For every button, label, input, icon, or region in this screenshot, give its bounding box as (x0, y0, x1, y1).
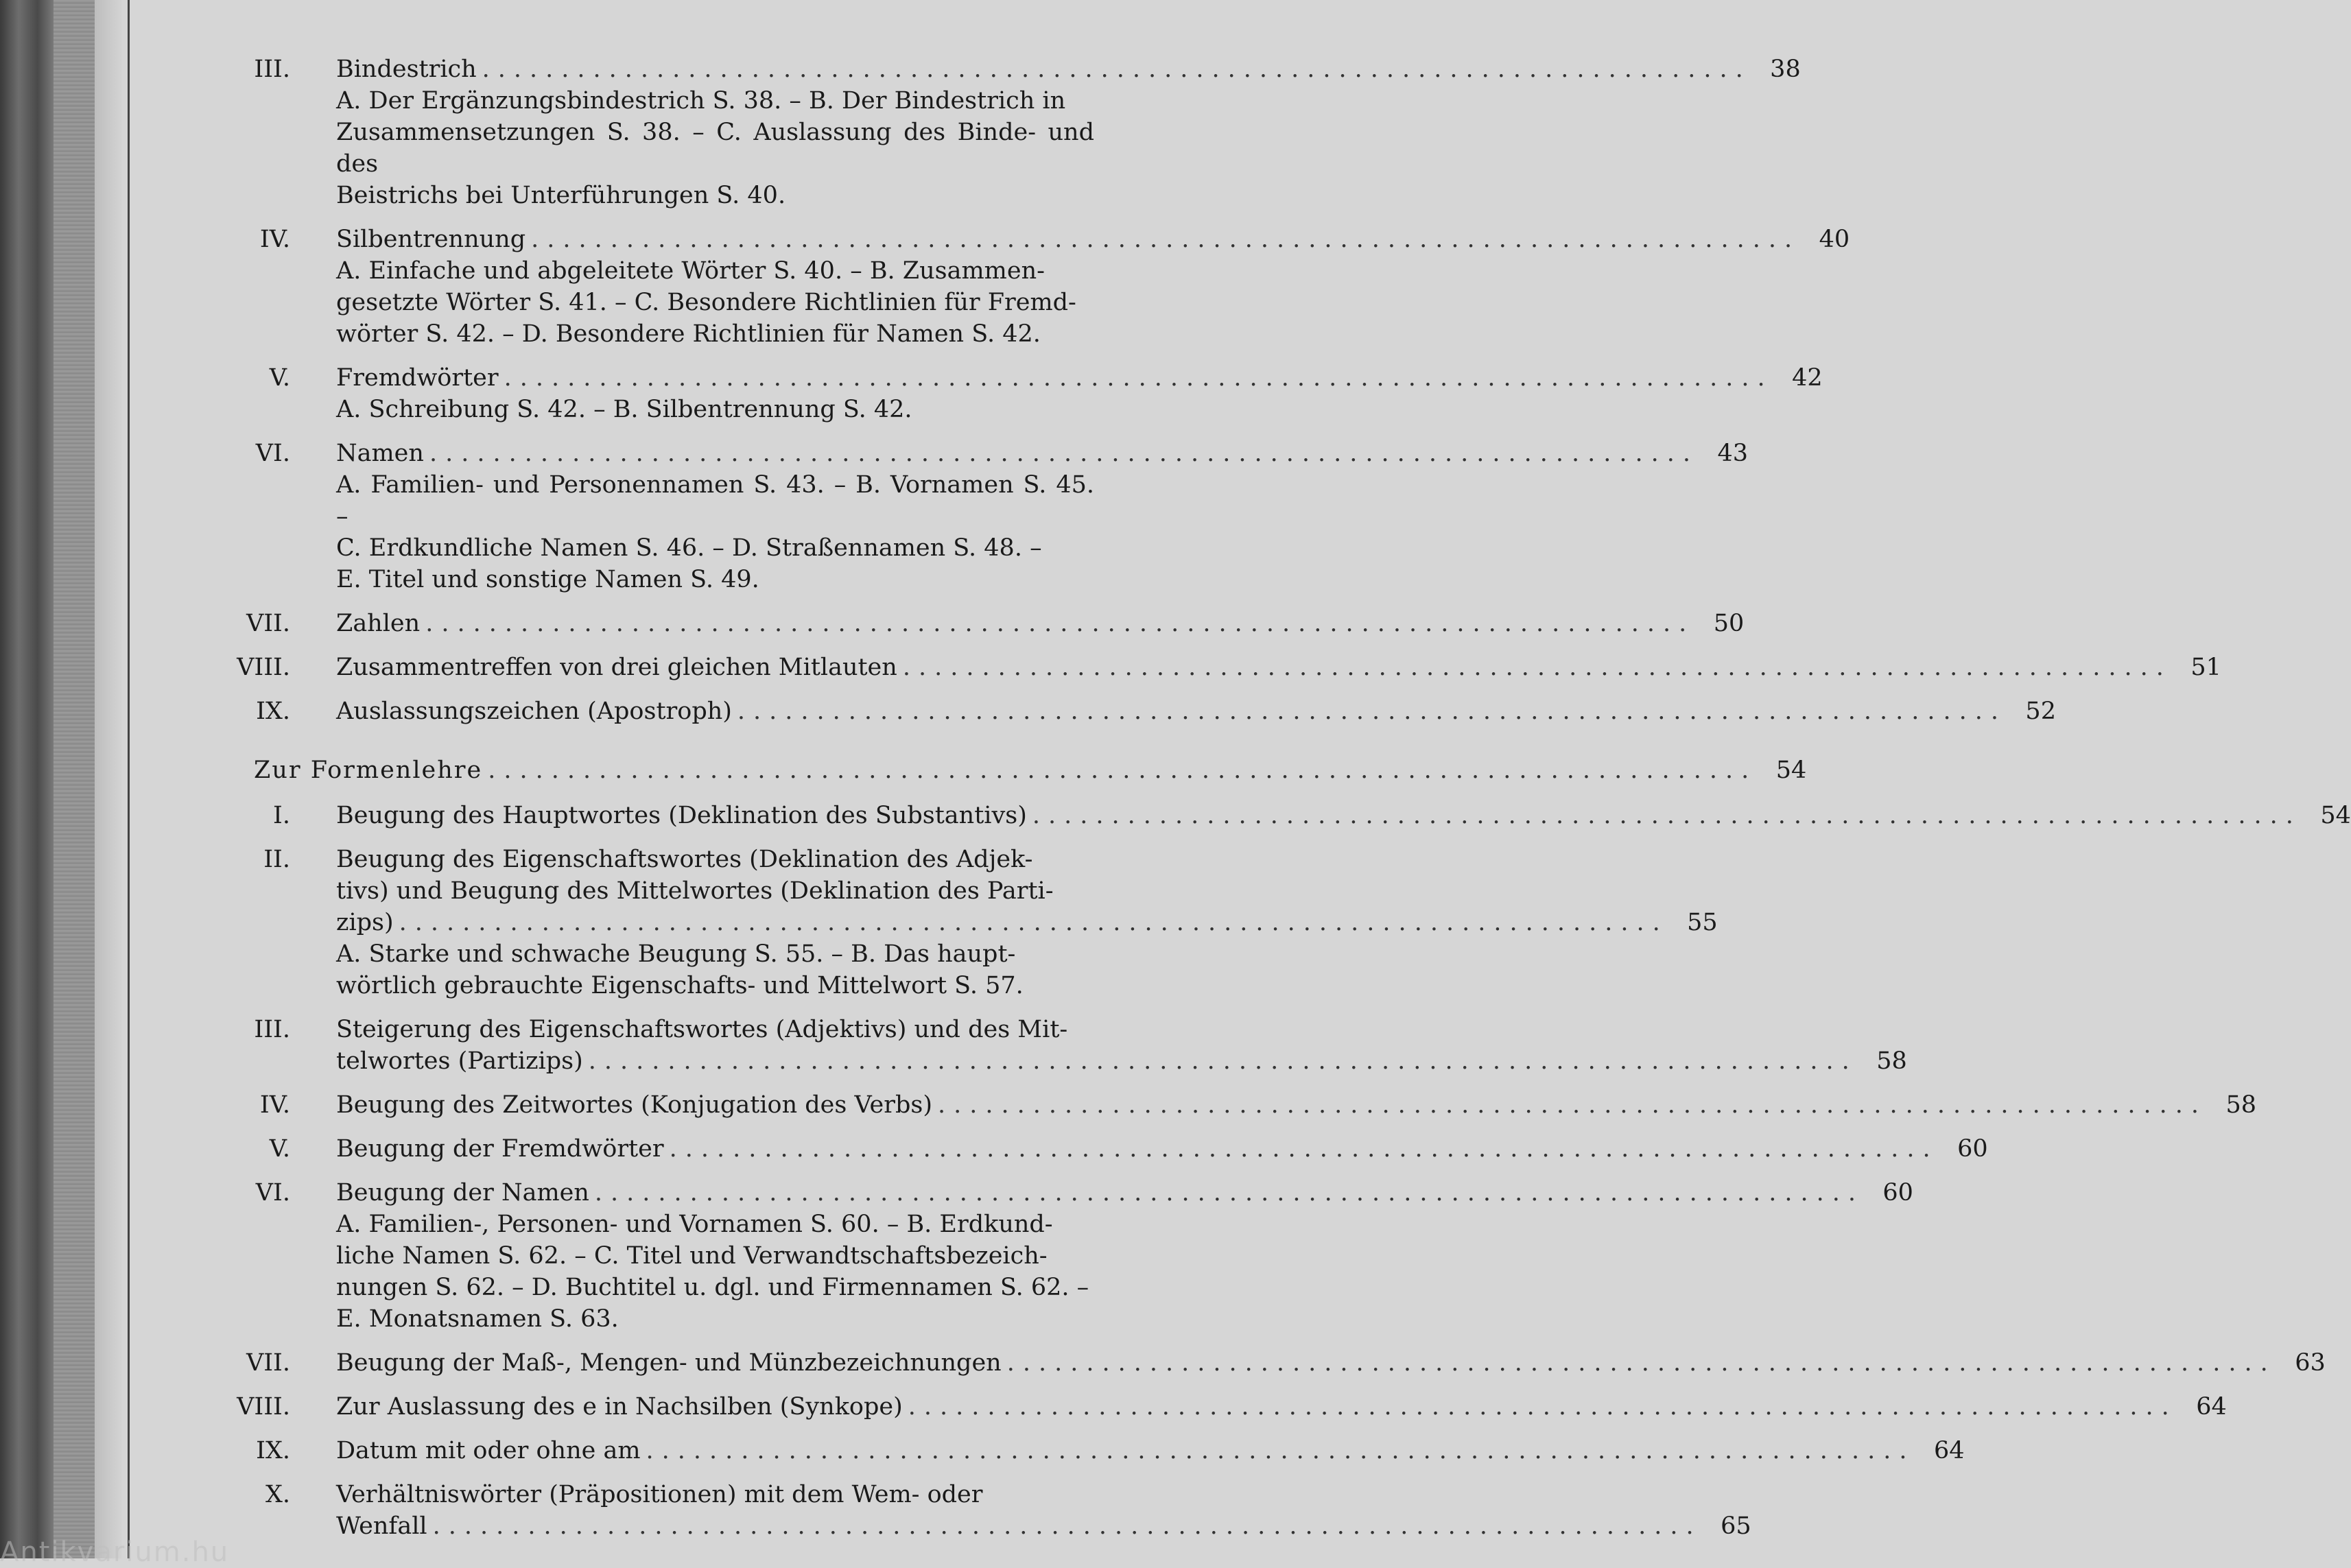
description-line: E. Monatsnamen S. 63. (336, 1305, 619, 1333)
toc-entry (246, 608, 1745, 639)
entry-numeral: IV. (259, 1091, 290, 1119)
toc-entry (247, 696, 2056, 727)
entry-title: Zahlen (336, 610, 421, 637)
entry-numeral: VI. (255, 440, 290, 467)
toc-entry (247, 844, 1718, 1001)
dot-leader: ................................................................................ (1006, 1349, 2276, 1377)
entry-page-number: 51 (2190, 654, 2221, 681)
dot-leader: ................................................................................ (646, 1437, 1915, 1464)
gutter-rule (128, 0, 130, 1558)
dot-leader: ................................................................................ (399, 909, 1668, 936)
entry-numeral: VII. (246, 610, 290, 637)
toc-entry (247, 1014, 1907, 1077)
description-line: E. Titel und sonstige Namen S. 49. (336, 566, 759, 593)
entry-page-number: 54 (2320, 802, 2351, 829)
entry-title: Zur Auslassung des e in Nachsilben (Synkope) (336, 1393, 903, 1421)
entry-numeral: III. (254, 1016, 290, 1043)
book-binding (54, 0, 95, 1558)
entry-numeral: X. (265, 1481, 290, 1508)
entry-title: Fremdwörter (336, 364, 499, 392)
description-line: wörter S. 42. – D. Besondere Richtlinien für Namen S. 42. (336, 320, 1041, 348)
entry-page-number: 42 (1792, 364, 1823, 392)
entry-numeral: V. (269, 364, 290, 392)
entry-line (336, 696, 2056, 727)
entry-description (336, 394, 1094, 425)
entry-page-number: 55 (1687, 909, 1718, 936)
dot-leader: ................................................................................ (488, 757, 1758, 784)
description-line: A. Schreibung S. 42. – B. Silbentrennung S. 42. (336, 396, 912, 423)
entry-description (336, 1209, 1094, 1335)
toc-entry (237, 1391, 2227, 1423)
entry-line (336, 54, 1801, 85)
dot-leader: ................................................................................ (1032, 802, 2302, 829)
entry-page-number: 65 (1721, 1512, 1751, 1540)
entry-title: Namen (336, 440, 424, 467)
toc-entry (247, 1435, 1965, 1466)
entry-title-line: Steigerung des Eigenschaftswortes (Adjektivs) und des Mit- (336, 1016, 1068, 1043)
entry-description (336, 938, 1094, 1001)
dot-leader: ................................................................................ (737, 698, 2007, 725)
entry-page-number: 38 (1770, 56, 1801, 83)
entry-title-line: tivs) und Beugung des Mittelwortes (Deklination des Parti- (336, 877, 1054, 905)
entry-numeral: I. (273, 802, 290, 829)
entry-line (336, 652, 2221, 683)
description-line: A. Einfache und abgeleitete Wörter S. 40. – B. Zusammen- (336, 257, 1045, 285)
entry-numeral: IV. (259, 226, 290, 253)
entry-description (336, 255, 1094, 350)
toc-entry (247, 438, 1748, 595)
entry-line (336, 438, 1748, 469)
entry-numeral: IX. (256, 1437, 290, 1464)
entry-description (336, 469, 1094, 595)
entry-title: telwortes (Partizips) (336, 1047, 583, 1075)
toc-entry (247, 1133, 1988, 1165)
entry-page-number: 58 (1876, 1047, 1907, 1075)
entry-line (336, 608, 1745, 639)
entry-numeral: VIII. (237, 654, 290, 681)
description-line: wörtlich gebrauchte Eigenschafts- und Mittelwort S. 57. (336, 972, 1024, 999)
description-line: A. Starke und schwache Beugung S. 55. – B. Das haupt- (336, 940, 1016, 968)
entry-title: Datum mit oder ohne am (336, 1437, 641, 1464)
entry-numeral: VI. (255, 1179, 290, 1207)
entry-page-number: 60 (1957, 1135, 1988, 1163)
entry-numeral: III. (254, 56, 290, 83)
toc-entry (247, 224, 1850, 350)
watermark-text: Antikvarium.hu (0, 1536, 230, 1568)
entry-title: zips) (336, 909, 394, 936)
entry-title: Silbentrennung (336, 226, 526, 253)
description-line: A. Der Ergänzungsbindestrich S. 38. – B. Der Bindestrich in (336, 87, 1066, 115)
dot-leader: ................................................................................ (588, 1047, 1858, 1075)
entry-page-number: 43 (1717, 440, 1748, 467)
entry-page-number: 64 (1934, 1437, 1965, 1464)
toc-page (237, 54, 2351, 1554)
entry-line (336, 362, 1823, 394)
toc-list-orthography (237, 54, 2221, 727)
book-spine (0, 0, 54, 1558)
toc-list-morphology (237, 800, 2351, 1542)
section-title: Zur Formenlehre (254, 757, 483, 784)
toc-entry (247, 800, 2351, 831)
description-line: C. Erdkundliche Namen S. 46. – D. Straßennamen S. 48. – (336, 534, 1042, 562)
dot-leader: ................................................................................ (902, 654, 2172, 681)
entry-title: Auslassungszeichen (Apostroph) (336, 698, 732, 725)
entry-line (336, 224, 1850, 255)
entry-line (336, 1347, 2326, 1379)
description-line: A. Familien-, Personen- und Vornamen S. 60. – B. Erdkund- (336, 1211, 1053, 1238)
section-page-number: 54 (1775, 757, 1807, 784)
description-line: nungen S. 62. – D. Buchtitel u. dgl. und Firmennamen S. 62. – (336, 1274, 1089, 1301)
entry-line (336, 800, 2351, 831)
entry-page-number: 64 (2196, 1393, 2227, 1421)
description-line: liche Namen S. 62. – C. Titel und Verwandtschaftsbezeich- (336, 1242, 1048, 1270)
entry-line (336, 907, 1718, 938)
description-line: gesetzte Wörter S. 41. – C. Besondere Richtlinien für Fremd- (336, 289, 1076, 316)
entry-line (336, 1391, 2227, 1423)
entry-title: Zusammentreffen von drei gleichen Mitlauten (336, 654, 897, 681)
description-line: A. Familien- und Personennamen S. 43. – B. Vornamen S. 45. – (336, 471, 1094, 530)
entry-title: Wenfall (336, 1512, 427, 1540)
entry-page-number: 58 (2225, 1091, 2257, 1119)
toc-entry (237, 652, 2221, 683)
entry-title: Beugung der Fremdwörter (336, 1135, 664, 1163)
entry-title: Bindestrich (336, 56, 477, 83)
dot-leader: ................................................................................ (425, 610, 1695, 637)
entry-numeral: V. (269, 1135, 290, 1163)
entry-description (336, 85, 1094, 211)
dot-leader: ................................................................................ (937, 1091, 2208, 1119)
entry-page-number: 50 (1713, 610, 1745, 637)
entry-title-line: Verhältniswörter (Präpositionen) mit dem Wem- oder (336, 1481, 983, 1508)
entry-title: Beugung des Zeitwortes (Konjugation des Verbs) (336, 1091, 932, 1119)
toc-entry (247, 54, 1801, 211)
toc-entry (247, 1177, 1913, 1335)
entry-line (336, 1510, 1751, 1542)
dot-leader: ................................................................................ (908, 1393, 2177, 1421)
dot-leader: ................................................................................ (429, 440, 1699, 467)
dot-leader: ................................................................................ (432, 1512, 1702, 1540)
entry-numeral: VIII. (237, 1393, 290, 1421)
dot-leader: ................................................................................ (669, 1135, 1939, 1163)
entry-line (336, 1435, 1965, 1466)
description-line: Zusammensetzungen S. 38. – C. Auslassung des Binde- und des (336, 119, 1094, 178)
entry-line (336, 1045, 1907, 1077)
toc-section-heading (247, 755, 1807, 786)
entry-numeral: IX. (256, 698, 290, 725)
entry-title: Beugung der Maß-, Mengen- und Münzbezeichnungen (336, 1349, 1002, 1377)
dot-leader: ................................................................................ (504, 364, 1773, 392)
toc-entry (246, 1347, 2326, 1379)
entry-line (336, 1089, 2257, 1121)
entry-page-number: 52 (2025, 698, 2056, 725)
description-line: Beistrichs bei Unterführungen S. 40. (336, 182, 786, 209)
entry-page-number: 40 (1819, 226, 1850, 253)
dot-leader: ................................................................................ (482, 56, 1751, 83)
entry-page-number: 60 (1882, 1179, 1913, 1207)
entry-line (336, 1133, 1988, 1165)
entry-page-number: 63 (2295, 1349, 2326, 1377)
page-gutter (95, 0, 122, 1558)
entry-title: Beugung der Namen (336, 1179, 589, 1207)
entry-line (336, 1177, 1913, 1209)
entry-numeral: VII. (246, 1349, 290, 1377)
dot-leader: ................................................................................ (594, 1179, 1864, 1207)
entry-title-line: Beugung des Eigenschaftswortes (Deklination des Adjek- (336, 846, 1033, 873)
entry-title: Beugung des Hauptwortes (Deklination des Substantivs) (336, 802, 1027, 829)
toc-entry (247, 362, 1823, 425)
toc-entry (247, 1089, 2257, 1121)
dot-leader: ................................................................................ (531, 226, 1801, 253)
entry-numeral: II. (263, 846, 290, 873)
watermark-logo (0, 1536, 229, 1568)
toc-entry (247, 1479, 1751, 1542)
